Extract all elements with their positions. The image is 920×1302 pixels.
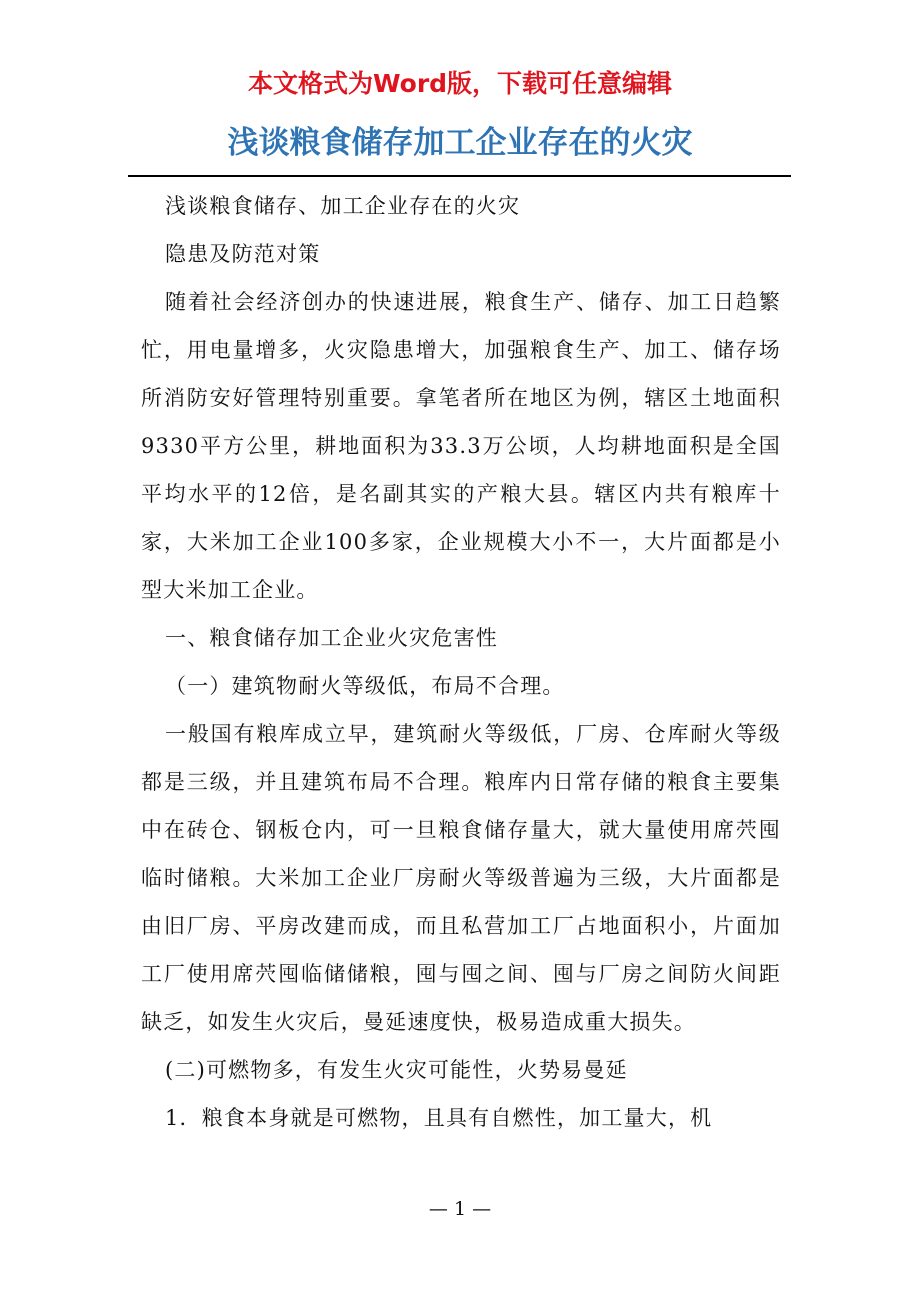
title-divider xyxy=(128,175,791,177)
page-number: — 1 — xyxy=(428,1198,492,1220)
document-body xyxy=(141,182,781,1142)
document-title: 浅谈粮食储存加工企业存在的火灾 xyxy=(227,125,693,161)
body-paragraph: 随着社会经济创办的快速进展，粮食生产、储存、加工日趋繁忙，用电量增多，火灾隐患增大，加强粮食生产、加工、储存场所消防安好管理特别重要。拿笔者所在地区为例，辖区土地面积9330平方公里，耕地面积为33.3万公顷，人均耕地面积是全国平均水平的12倍，是名副其实的产粮大县。辖区内共有粮库十家，大米加工企业100多家，企业规模大小不一，大片面都是小型大米加工企业。 xyxy=(141,290,781,602)
body-paragraph: 浅谈粮食储存、加工企业存在的火灾 xyxy=(165,194,521,218)
format-banner: 本文格式为Word版，下载可任意编辑 xyxy=(247,69,673,98)
body-paragraph: 隐患及防范对策 xyxy=(165,242,321,266)
subsection-heading: （一）建筑物耐火等级低，布局不合理。 xyxy=(165,674,565,698)
subsection-heading: (二)可燃物多，有发生火灾可能性，火势易曼延 xyxy=(165,1058,628,1082)
body-paragraph: 1．粮食本身就是可燃物，且具有自燃性，加工量大，机 xyxy=(165,1106,713,1130)
body-paragraph: 一般国有粮库成立早，建筑耐火等级低，厂房、仓库耐火等级都是三级，并且建筑布局不合理。粮库内日常存储的粮食主要集中在砖仓、钢板仓内，可一旦粮食储存量大，就大量使用席茓囤临时储粮。大米加工企业厂房耐火等级普遍为三级，大片面都是由旧厂房、平房改建而成，而且私营加工厂占地面积小，片面加工厂使用席茓囤临储储粮，囤与囤之间、囤与厂房之间防火间距缺乏，如发生火灾后，曼延速度快，极易造成重大损失。 xyxy=(141,722,781,1034)
section-heading: 一、粮食储存加工企业火灾危害性 xyxy=(165,626,498,650)
